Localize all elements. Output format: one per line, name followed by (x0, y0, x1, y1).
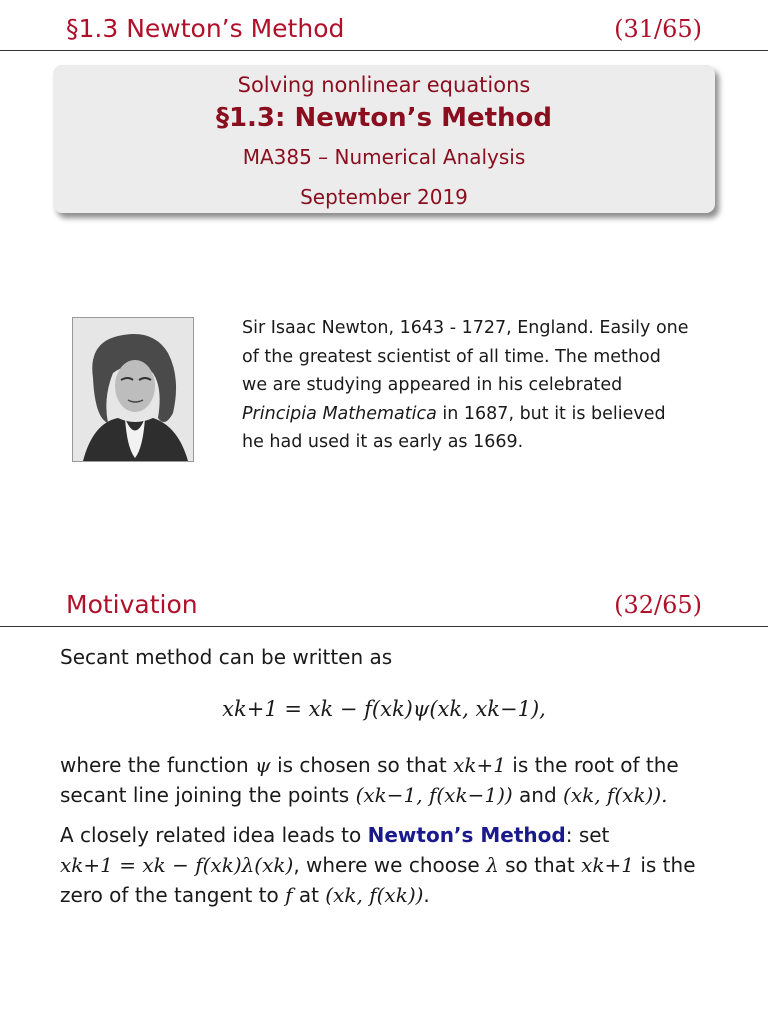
bio-line: we are studying appeared in his celebrated (242, 375, 623, 395)
frame-title-bar (0, 10, 768, 51)
math-equation: xk+1 = xk − f(xk)λ(xk) (60, 853, 294, 877)
title-box-date: September 2019 (300, 185, 468, 209)
paragraph-line (60, 820, 696, 850)
math-psi: ψ (255, 753, 271, 777)
paragraph-line (60, 750, 679, 780)
frame-title: Motivation (66, 590, 198, 619)
frame-title: §1.3 Newton’s Method (66, 14, 345, 43)
text: where the function (60, 753, 256, 777)
title-box (53, 65, 715, 213)
text: at (292, 883, 326, 907)
newton-bio (242, 314, 712, 457)
frame-number: (31/65) (614, 15, 702, 43)
where-paragraph (60, 750, 679, 810)
secant-formula (0, 697, 768, 721)
math-f: f (285, 883, 293, 907)
text: and (512, 783, 564, 807)
paragraph-line (60, 780, 679, 810)
paragraph-line (60, 880, 696, 910)
text: is chosen so that (270, 753, 454, 777)
intro-text: Secant method can be written as (60, 645, 393, 669)
math-point: (xk, f(xk)) (325, 883, 424, 907)
title-box-course: MA385 – Numerical Analysis (242, 145, 526, 169)
text: . (423, 883, 430, 907)
text: is the (633, 853, 696, 877)
math-point: (xk−1, f(xk−1)) (355, 783, 513, 807)
bio-text: in 1687, but it is believed (436, 403, 666, 424)
text: , where we choose (293, 853, 487, 877)
text: secant line joining the points (60, 783, 356, 807)
formula-text: xk+1 = xk − f(xk)ψ(xk, xk−1), (222, 697, 546, 721)
bio-line: of the greatest scientist of all time. The method (242, 346, 661, 367)
portrait-engraving-icon (72, 317, 194, 462)
paragraph-line (60, 850, 696, 880)
math-x: xk+1 (581, 853, 634, 877)
math-lambda: λ (486, 853, 499, 877)
newton-paragraph (60, 820, 696, 910)
math-x: xk+1 (453, 753, 506, 777)
math-point: (xk, f(xk)). (563, 783, 668, 807)
newton-method-keyword: Newton’s Method (367, 823, 566, 847)
text: so that (498, 853, 582, 877)
bio-line (242, 400, 712, 429)
bio-line: he had used it as early as 1669. (242, 432, 524, 452)
frame-title-bar (0, 588, 768, 627)
title-box-subtitle: Solving nonlinear equations (237, 73, 531, 97)
book-title: Principia Mathematica (242, 403, 437, 424)
title-box-title: §1.3: Newton’s Method (215, 103, 553, 133)
text: zero of the tangent to (60, 883, 286, 907)
text: A closely related idea leads to (60, 823, 368, 847)
frame-number: (32/65) (614, 591, 702, 619)
text: : set (565, 823, 610, 847)
text: is the root of the (505, 753, 679, 777)
slide-32 (0, 512, 768, 1024)
bio-line: Sir Isaac Newton, 1643 - 1727, England. Easily one (242, 318, 689, 338)
